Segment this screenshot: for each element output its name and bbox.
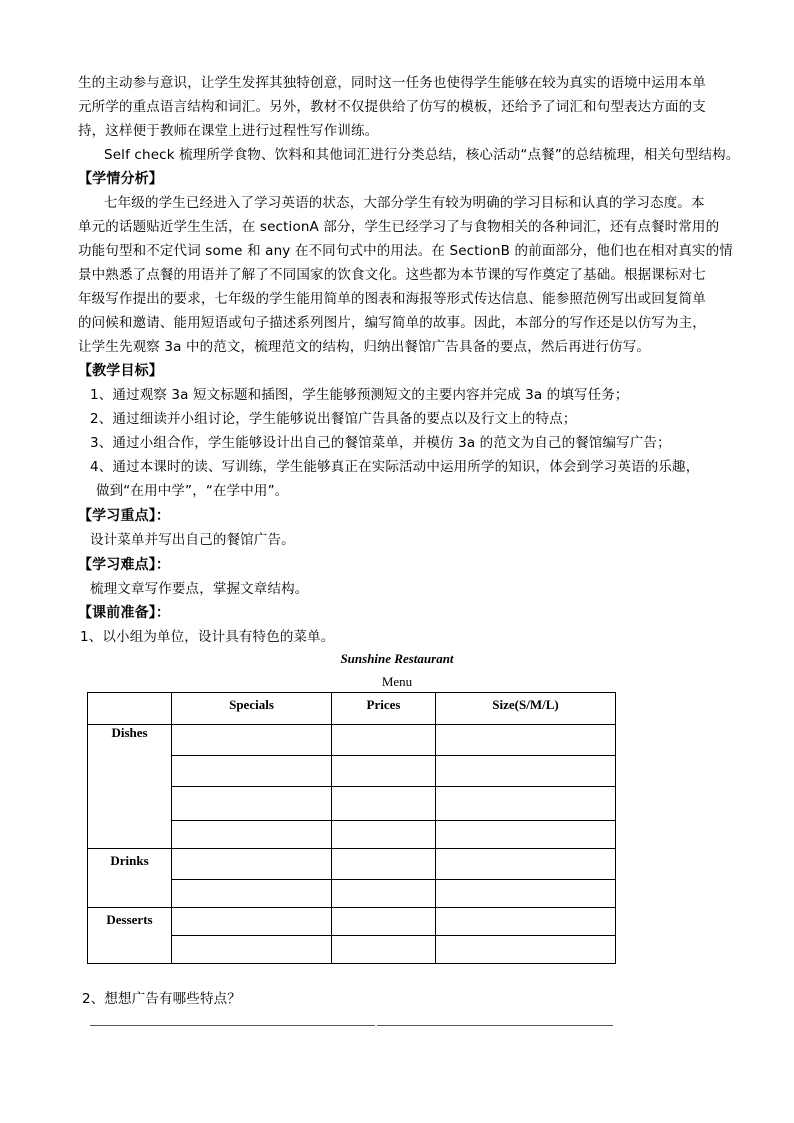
analysis-line-1: 七年级的学生已经进入了学习英语的状态，大部分学生有较为明确的学习目标和认真的学习态度。本: [104, 195, 705, 211]
goal-item-3: 3、通过小组合作，学生能够设计出自己的餐馆菜单，并模仿 3a 的范文为自己的餐馆编写广告；: [90, 435, 671, 451]
table-row: [88, 908, 616, 936]
size-cell[interactable]: [436, 821, 616, 849]
intro-line-3: 持，这样便于教师在课堂上进行过程性写作训练。: [78, 123, 379, 139]
corner-cell: [88, 693, 172, 725]
analysis-line-5: 年级写作提出的要求，七年级的学生能用简单的图表和海报等形式传达信息、能参照范例写出或回复简单: [78, 291, 706, 307]
size-cell[interactable]: [436, 908, 616, 936]
key-text: 设计菜单并写出自己的餐馆广告。: [90, 532, 295, 548]
price-cell[interactable]: [332, 849, 436, 880]
goal-item-1: 1、通过观察 3a 短文标题和插图，学生能够预测短文的主要内容并完成 3a 的填写任务；: [90, 387, 629, 403]
specials-cell[interactable]: [172, 756, 332, 787]
prep-item-2: 2、想想广告有哪些特点？: [82, 991, 241, 1007]
price-cell[interactable]: [332, 787, 436, 821]
size-cell[interactable]: [436, 880, 616, 908]
difficulty-heading: 【学习难点】：: [78, 557, 171, 573]
key-heading: 【学习重点】：: [78, 508, 171, 524]
price-cell[interactable]: [332, 880, 436, 908]
category-desserts: Desserts: [88, 908, 172, 964]
menu-label: Menu: [381, 674, 413, 689]
analysis-line-6: 的问候和邀请、能用短语或句子描述系列图片，编写简单的故事。因此，本部分的写作还是以仿写为主，: [78, 315, 706, 331]
menu-header-row: [88, 693, 616, 725]
menu-table: [87, 692, 616, 964]
header-prices: Prices: [332, 693, 436, 725]
restaurant-name: Sunshine Restaurant: [340, 651, 454, 666]
specials-cell[interactable]: [172, 725, 332, 756]
intro-line-1: 生的主动参与意识，让学生发挥其独特创意，同时这一任务也使得学生能够在较为真实的语境中运用本单: [78, 75, 706, 91]
price-cell[interactable]: [332, 725, 436, 756]
header-size: Size(S/M/L): [436, 693, 616, 725]
answer-line-right[interactable]: [377, 1025, 613, 1026]
goal-item-4-cont: 做到“在用中学”，“在学中用”。: [96, 483, 289, 499]
size-cell[interactable]: [436, 725, 616, 756]
analysis-line-3: 功能句型和不定代词 some 和 any 在不同句式中的用法。在 SectionB 的前面部分，他们也在相对真实的情: [78, 243, 733, 259]
specials-cell[interactable]: [172, 849, 332, 880]
self-check-line: Self check 梳理所学食物、饮料和其他词汇进行分类总结，核心活动“点餐”的总结梳理，相关句型结构。: [104, 147, 740, 163]
size-cell[interactable]: [436, 787, 616, 821]
size-cell[interactable]: [436, 756, 616, 787]
analysis-line-2: 单元的话题贴近学生生活，在 sectionA 部分，学生已经学习了与食物相关的各种词汇，还有点餐时常用的: [78, 219, 720, 235]
prep-item-1: 1、以小组为单位，设计具有特色的菜单。: [80, 629, 335, 645]
goal-item-4: 4、通过本课时的读、写训练，学生能够真正在实际活动中运用所学的知识，体会到学习英语的乐趣，: [90, 459, 700, 475]
goal-item-2: 2、通过细读并小组讨论，学生能够说出餐馆广告具备的要点以及行文上的特点；: [90, 411, 577, 427]
answer-line-left[interactable]: [90, 1025, 375, 1026]
price-cell[interactable]: [332, 821, 436, 849]
prep-heading: 【课前准备】：: [78, 605, 171, 621]
specials-cell[interactable]: [172, 821, 332, 849]
price-cell[interactable]: [332, 908, 436, 936]
price-cell[interactable]: [332, 936, 436, 964]
goals-heading: 【教学目标】: [78, 363, 163, 379]
size-cell[interactable]: [436, 849, 616, 880]
category-drinks: Drinks: [88, 849, 172, 908]
header-specials: Specials: [172, 693, 332, 725]
analysis-heading: 【学情分析】: [78, 171, 163, 187]
specials-cell[interactable]: [172, 880, 332, 908]
specials-cell[interactable]: [172, 908, 332, 936]
size-cell[interactable]: [436, 936, 616, 964]
analysis-line-7: 让学生先观察 3a 中的范文，梳理范文的结构，归纳出餐馆广告具备的要点，然后再进行仿写。: [78, 339, 651, 355]
table-row: [88, 849, 616, 880]
specials-cell[interactable]: [172, 787, 332, 821]
specials-cell[interactable]: [172, 936, 332, 964]
intro-line-2: 元所学的重点语言结构和词汇。另外，教材不仅提供给了仿写的模板，还给予了词汇和句型表达方面的支: [78, 99, 706, 115]
analysis-line-4: 景中熟悉了点餐的用语并了解了不同国家的饮食文化。这些都为本节课的写作奠定了基础。根据课标对七: [78, 267, 706, 283]
price-cell[interactable]: [332, 756, 436, 787]
difficulty-text: 梳理文章写作要点，掌握文章结构。: [90, 581, 309, 597]
table-row: [88, 725, 616, 756]
category-dishes: Dishes: [88, 725, 172, 849]
